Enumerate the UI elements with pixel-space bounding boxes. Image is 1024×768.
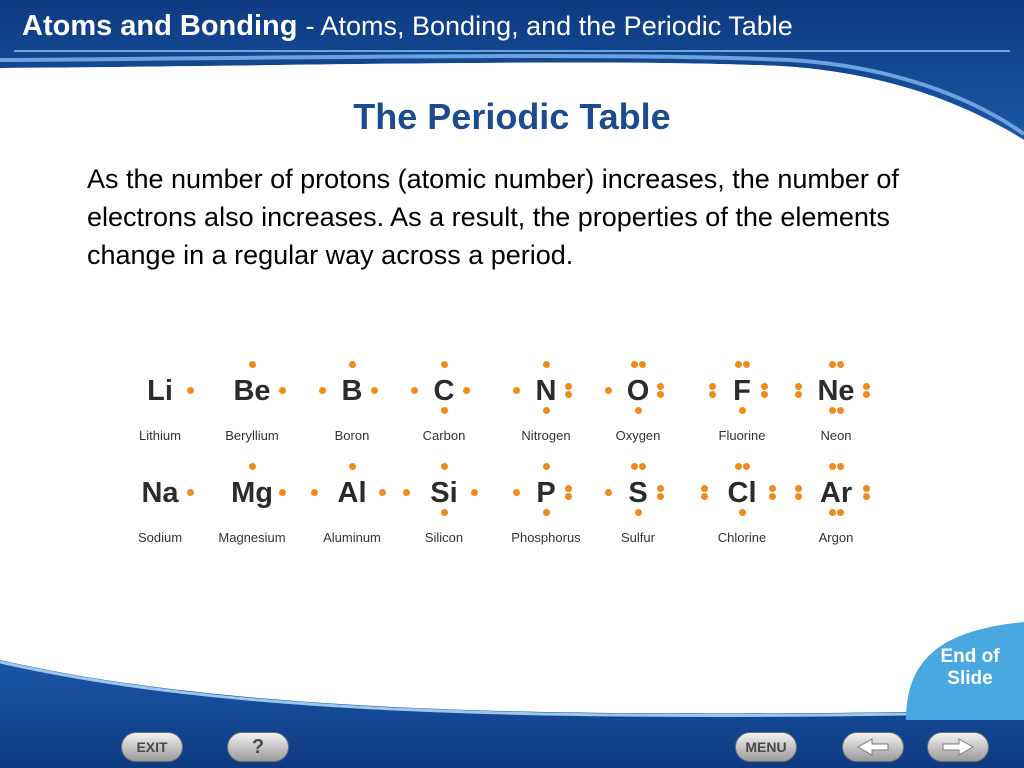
electron-dot-diagram	[498, 462, 594, 524]
element-symbol: Li	[147, 375, 173, 407]
element-symbol: Be	[233, 375, 271, 407]
element-symbol: Ar	[819, 477, 853, 509]
electron-dot-diagram	[498, 360, 594, 422]
element-name: Sulfur	[621, 530, 655, 545]
left-arrow-icon	[856, 738, 890, 756]
valence-electron-dot	[761, 391, 768, 398]
element-name: Beryllium	[225, 428, 279, 443]
valence-electron-dot	[605, 489, 612, 496]
electron-dot-diagram	[204, 462, 300, 524]
topic-title: - Atoms, Bonding, and the Periodic Table	[305, 10, 793, 41]
electron-dot-diagram	[788, 360, 884, 422]
valence-electron-dot	[635, 407, 642, 414]
valence-electron-dot	[349, 361, 356, 368]
valence-electron-dot	[837, 509, 844, 516]
valence-electron-dot	[543, 509, 550, 516]
valence-electron-dot	[863, 383, 870, 390]
valence-electron-dot	[631, 463, 638, 470]
exit-button-label: EXIT	[136, 739, 168, 755]
valence-electron-dot	[543, 463, 550, 470]
valence-electron-dot	[349, 463, 356, 470]
valence-electron-dot	[565, 391, 572, 398]
valence-electron-dot	[657, 383, 664, 390]
valence-electron-dot	[837, 463, 844, 470]
valence-electron-dot	[837, 407, 844, 414]
valence-electron-dot	[249, 463, 256, 470]
element-symbol: Mg	[231, 477, 273, 509]
electron-dot-diagram	[204, 360, 300, 422]
electron-dot-diagram	[112, 360, 208, 422]
element-symbol: C	[433, 375, 455, 407]
element-symbol: P	[536, 477, 556, 509]
valence-electron-dot	[657, 391, 664, 398]
menu-button[interactable]	[735, 732, 797, 762]
element-name: Carbon	[422, 428, 466, 443]
valence-electron-dot	[639, 463, 646, 470]
valence-electron-dot	[441, 361, 448, 368]
valence-electron-dot	[761, 383, 768, 390]
element-symbol: Ne	[817, 375, 855, 407]
element-symbol: N	[535, 375, 557, 407]
element-symbol: Cl	[727, 477, 757, 509]
element-name: Aluminum	[323, 530, 381, 545]
valence-electron-dot	[639, 361, 646, 368]
element-silicon	[396, 462, 492, 564]
valence-electron-dot	[631, 361, 638, 368]
element-symbol: Al	[337, 477, 367, 509]
end-of-slide-line1: End of	[940, 646, 1000, 667]
element-name: Magnesium	[218, 530, 286, 545]
electron-dot-diagram	[396, 462, 492, 524]
valence-electron-dot	[279, 489, 286, 496]
valence-electron-dot	[543, 361, 550, 368]
element-name: Argon	[818, 530, 854, 545]
previous-slide-button[interactable]	[842, 732, 904, 762]
element-nitrogen	[498, 360, 594, 462]
element-name: Boron	[334, 428, 370, 443]
valence-electron-dot	[709, 383, 716, 390]
element-symbol: O	[626, 375, 650, 407]
valence-electron-dot	[371, 387, 378, 394]
valence-electron-dot	[249, 361, 256, 368]
valence-electron-dot	[187, 387, 194, 394]
valence-electron-dot	[441, 407, 448, 414]
valence-electron-dot	[863, 391, 870, 398]
electron-dot-diagram	[396, 360, 492, 422]
valence-electron-dot	[709, 391, 716, 398]
element-symbol: Si	[430, 477, 458, 509]
electron-dot-diagram	[694, 360, 790, 422]
valence-electron-dot	[863, 485, 870, 492]
valence-electron-dot	[743, 463, 750, 470]
element-symbol: F	[733, 375, 751, 407]
valence-electron-dot	[403, 489, 410, 496]
valence-electron-dot	[701, 493, 708, 500]
electron-dot-diagram	[304, 360, 400, 422]
electron-dot-diagrams	[112, 360, 902, 564]
valence-electron-dot	[701, 485, 708, 492]
element-oxygen	[590, 360, 686, 462]
element-sodium	[112, 462, 208, 564]
period-3-row	[112, 462, 902, 564]
electron-dot-diagram	[304, 462, 400, 524]
element-name: Fluorine	[718, 428, 766, 443]
slide-title: The Periodic Table	[353, 96, 671, 137]
menu-button-label: MENU	[745, 739, 787, 755]
element-name: Chlorine	[717, 530, 767, 545]
electron-dot-diagram	[694, 462, 790, 524]
element-sulfur	[590, 462, 686, 564]
element-name: Lithium	[139, 428, 181, 443]
valence-electron-dot	[795, 493, 802, 500]
help-button[interactable]	[227, 732, 289, 762]
element-beryllium	[204, 360, 300, 462]
valence-electron-dot	[463, 387, 470, 394]
element-name: Silicon	[424, 530, 464, 545]
end-of-slide-badge	[930, 646, 1010, 690]
element-name: Neon	[820, 428, 852, 443]
valence-electron-dot	[565, 485, 572, 492]
element-boron	[304, 360, 400, 462]
element-magnesium	[204, 462, 300, 564]
valence-electron-dot	[829, 509, 836, 516]
valence-electron-dot	[379, 489, 386, 496]
valence-electron-dot	[187, 489, 194, 496]
element-fluorine	[694, 360, 790, 462]
electron-dot-diagram	[590, 462, 686, 524]
valence-electron-dot	[565, 383, 572, 390]
valence-electron-dot	[829, 361, 836, 368]
valence-electron-dot	[735, 361, 742, 368]
valence-electron-dot	[513, 387, 520, 394]
element-symbol: Na	[141, 477, 179, 509]
element-carbon	[396, 360, 492, 462]
element-name: Sodium	[137, 530, 183, 545]
valence-electron-dot	[837, 361, 844, 368]
element-symbol: S	[628, 477, 648, 509]
element-name: Nitrogen	[521, 428, 571, 443]
element-neon	[788, 360, 884, 462]
electron-dot-diagram	[788, 462, 884, 524]
valence-electron-dot	[635, 509, 642, 516]
valence-electron-dot	[311, 489, 318, 496]
element-argon	[788, 462, 884, 564]
slide-body-text: As the number of protons (atomic number) increases, the number of electrons also increases. As a result, the properties of the elements change in a regular way across a period.	[87, 164, 899, 270]
valence-electron-dot	[795, 391, 802, 398]
valence-electron-dot	[441, 509, 448, 516]
right-arrow-icon	[941, 738, 975, 756]
help-button-label: ?	[251, 735, 265, 758]
electron-dot-diagram	[112, 462, 208, 524]
valence-electron-dot	[769, 485, 776, 492]
valence-electron-dot	[513, 489, 520, 496]
valence-electron-dot	[411, 387, 418, 394]
end-of-slide-line2: Slide	[947, 668, 993, 689]
element-symbol: B	[341, 375, 363, 407]
valence-electron-dot	[743, 361, 750, 368]
element-chlorine	[694, 462, 790, 564]
valence-electron-dot	[739, 509, 746, 516]
element-name: Oxygen	[615, 428, 661, 443]
valence-electron-dot	[319, 387, 326, 394]
valence-electron-dot	[739, 407, 746, 414]
valence-electron-dot	[769, 493, 776, 500]
valence-electron-dot	[605, 387, 612, 394]
element-name: Phosphorus	[511, 530, 581, 545]
valence-electron-dot	[657, 485, 664, 492]
valence-electron-dot	[795, 485, 802, 492]
element-phosphorus	[498, 462, 594, 564]
valence-electron-dot	[829, 463, 836, 470]
valence-electron-dot	[735, 463, 742, 470]
valence-electron-dot	[657, 493, 664, 500]
valence-electron-dot	[279, 387, 286, 394]
valence-electron-dot	[471, 489, 478, 496]
valence-electron-dot	[543, 407, 550, 414]
electron-dot-diagram	[590, 360, 686, 422]
section-title: Atoms and Bonding	[22, 9, 298, 42]
next-slide-button[interactable]	[927, 732, 989, 762]
element-aluminum	[304, 462, 400, 564]
valence-electron-dot	[565, 493, 572, 500]
header-divider	[14, 50, 1010, 52]
slide-header	[0, 0, 1022, 52]
element-lithium	[112, 360, 208, 462]
exit-button[interactable]	[121, 732, 183, 762]
valence-electron-dot	[863, 493, 870, 500]
valence-electron-dot	[795, 383, 802, 390]
valence-electron-dot	[829, 407, 836, 414]
period-2-row	[112, 360, 902, 462]
valence-electron-dot	[441, 463, 448, 470]
